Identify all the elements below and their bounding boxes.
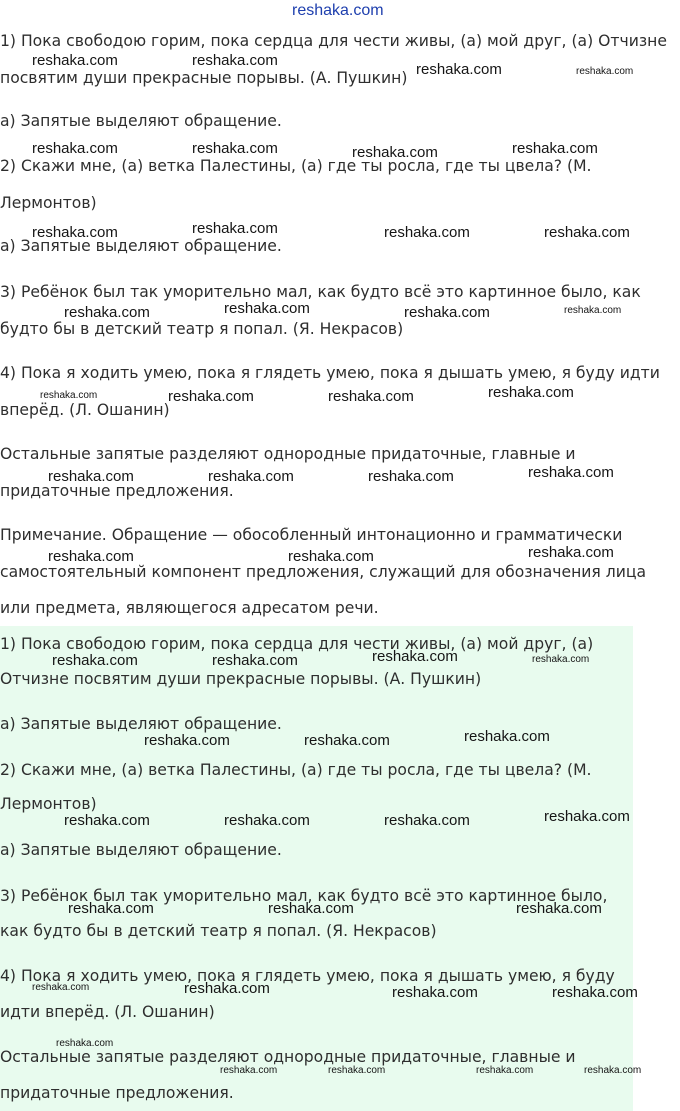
text-line: придаточные предложения. xyxy=(0,482,234,500)
watermark: reshaka.com xyxy=(48,548,134,565)
watermark: reshaka.com xyxy=(512,140,598,157)
text-line: 2) Скажи мне, (а) ветка Палестины, (а) где ты росла, где ты цвела? (М. xyxy=(0,761,592,779)
watermark: reshaka.com xyxy=(220,1065,278,1076)
watermark: reshaka.com xyxy=(564,305,622,316)
watermark: reshaka.com xyxy=(416,61,502,78)
text-line: а) Запятые выделяют обращение. xyxy=(0,841,282,859)
watermark: reshaka.com xyxy=(32,224,118,241)
watermark: reshaka.com xyxy=(516,900,602,917)
watermark: reshaka.com xyxy=(224,300,310,317)
watermark: reshaka.com xyxy=(268,900,354,917)
watermark: reshaka.com xyxy=(328,388,414,405)
watermark: reshaka.com xyxy=(464,728,550,745)
text-line: посвятим души прекрасные порывы. (А. Пушкин) xyxy=(0,69,408,87)
watermark: reshaka.com xyxy=(584,1065,642,1076)
watermark: reshaka.com xyxy=(68,900,154,917)
text-line: Лермонтов) xyxy=(0,194,97,212)
text-line: 3) Ребёнок был так уморительно мал, как будто всё это картинное было, как xyxy=(0,283,641,301)
watermark: reshaka.com xyxy=(576,66,634,77)
text-line: Остальные запятые разделяют однородные придаточные, главные и xyxy=(0,1048,576,1066)
watermark: reshaka.com xyxy=(212,652,298,669)
text-line: Остальные запятые разделяют однородные придаточные, главные и xyxy=(0,445,576,463)
watermark: reshaka.com xyxy=(372,648,458,665)
watermark: reshaka.com xyxy=(392,984,478,1001)
text-line: 2) Скажи мне, (а) ветка Палестины, (а) где ты росла, где ты цвела? (М. xyxy=(0,157,592,175)
text-line: 4) Пока я ходить умею, пока я глядеть умею, пока я дышать умею, я буду xyxy=(0,967,615,985)
watermark: reshaka.com xyxy=(304,732,390,749)
watermark: reshaka.com xyxy=(528,544,614,561)
watermark: reshaka.com xyxy=(488,384,574,401)
watermark: reshaka.com xyxy=(168,388,254,405)
watermark: reshaka.com xyxy=(544,808,630,825)
text-line: Отчизне посвятим души прекрасные порывы. (А. Пушкин) xyxy=(0,670,482,688)
text-line: Лермонтов) xyxy=(0,795,97,813)
watermark: reshaka.com xyxy=(352,144,438,161)
watermark: reshaka.com xyxy=(384,224,470,241)
text-line: будто бы в детский театр я попал. (Я. Некрасов) xyxy=(0,320,404,338)
watermark: reshaka.com xyxy=(52,652,138,669)
text-line: или предмета, являющегося адресатом речи. xyxy=(0,599,379,617)
watermark: reshaka.com xyxy=(328,1065,386,1076)
text-line: идти вперёд. (Л. Ошанин) xyxy=(0,1003,215,1021)
text-line: 3) Ребёнок был так уморительно мал, как будто всё это картинное было, xyxy=(0,887,608,905)
text-line: придаточные предложения. xyxy=(0,1084,234,1102)
watermark: reshaka.com xyxy=(64,812,150,829)
text-line: как будто бы в детский театр я попал. (Я. Некрасов) xyxy=(0,922,437,940)
watermark: reshaka.com xyxy=(192,140,278,157)
text-line: а) Запятые выделяют обращение. xyxy=(0,715,282,733)
watermark: reshaka.com xyxy=(56,1038,114,1049)
watermark: reshaka.com xyxy=(288,548,374,565)
text-line: а) Запятые выделяют обращение. xyxy=(0,112,282,130)
watermark: reshaka.com xyxy=(208,468,294,485)
watermark: reshaka.com xyxy=(224,812,310,829)
watermark: reshaka.com xyxy=(40,390,98,401)
watermark: reshaka.com xyxy=(404,304,490,321)
watermark: reshaka.com xyxy=(144,732,230,749)
text-line: 4) Пока я ходить умею, пока я глядеть умею, пока я дышать умею, я буду идти xyxy=(0,364,660,382)
watermark: reshaka.com xyxy=(368,468,454,485)
text-line: 1) Пока свободою горим, пока сердца для чести живы, (а) мой друг, (а) Отчизне xyxy=(0,32,667,50)
watermark: reshaka.com xyxy=(32,982,90,993)
text-line: Примечание. Обращение — обособленный интонационно и грамматически xyxy=(0,526,623,544)
text-line: вперёд. (Л. Ошанин) xyxy=(0,401,170,419)
watermark: reshaka.com xyxy=(32,140,118,157)
watermark: reshaka.com xyxy=(544,224,630,241)
watermark: reshaka.com xyxy=(64,304,150,321)
text-line: 1) Пока свободою горим, пока сердца для чести живы, (а) мой друг, (а) xyxy=(0,635,594,653)
text-line: а) Запятые выделяют обращение. xyxy=(0,237,282,255)
watermark: reshaka.com xyxy=(552,984,638,1001)
watermark: reshaka.com xyxy=(192,52,278,69)
watermark: reshaka.com xyxy=(384,812,470,829)
text-line: самостоятельный компонент предложения, служащий для обозначения лица xyxy=(0,563,647,581)
watermark: reshaka.com xyxy=(476,1065,534,1076)
watermark: reshaka.com xyxy=(184,980,270,997)
watermark: reshaka.com xyxy=(192,220,278,237)
site-header[interactable]: reshaka.com xyxy=(292,2,384,19)
watermark: reshaka.com xyxy=(532,654,590,665)
watermark: reshaka.com xyxy=(32,52,118,69)
watermark: reshaka.com xyxy=(528,464,614,481)
watermark: reshaka.com xyxy=(48,468,134,485)
